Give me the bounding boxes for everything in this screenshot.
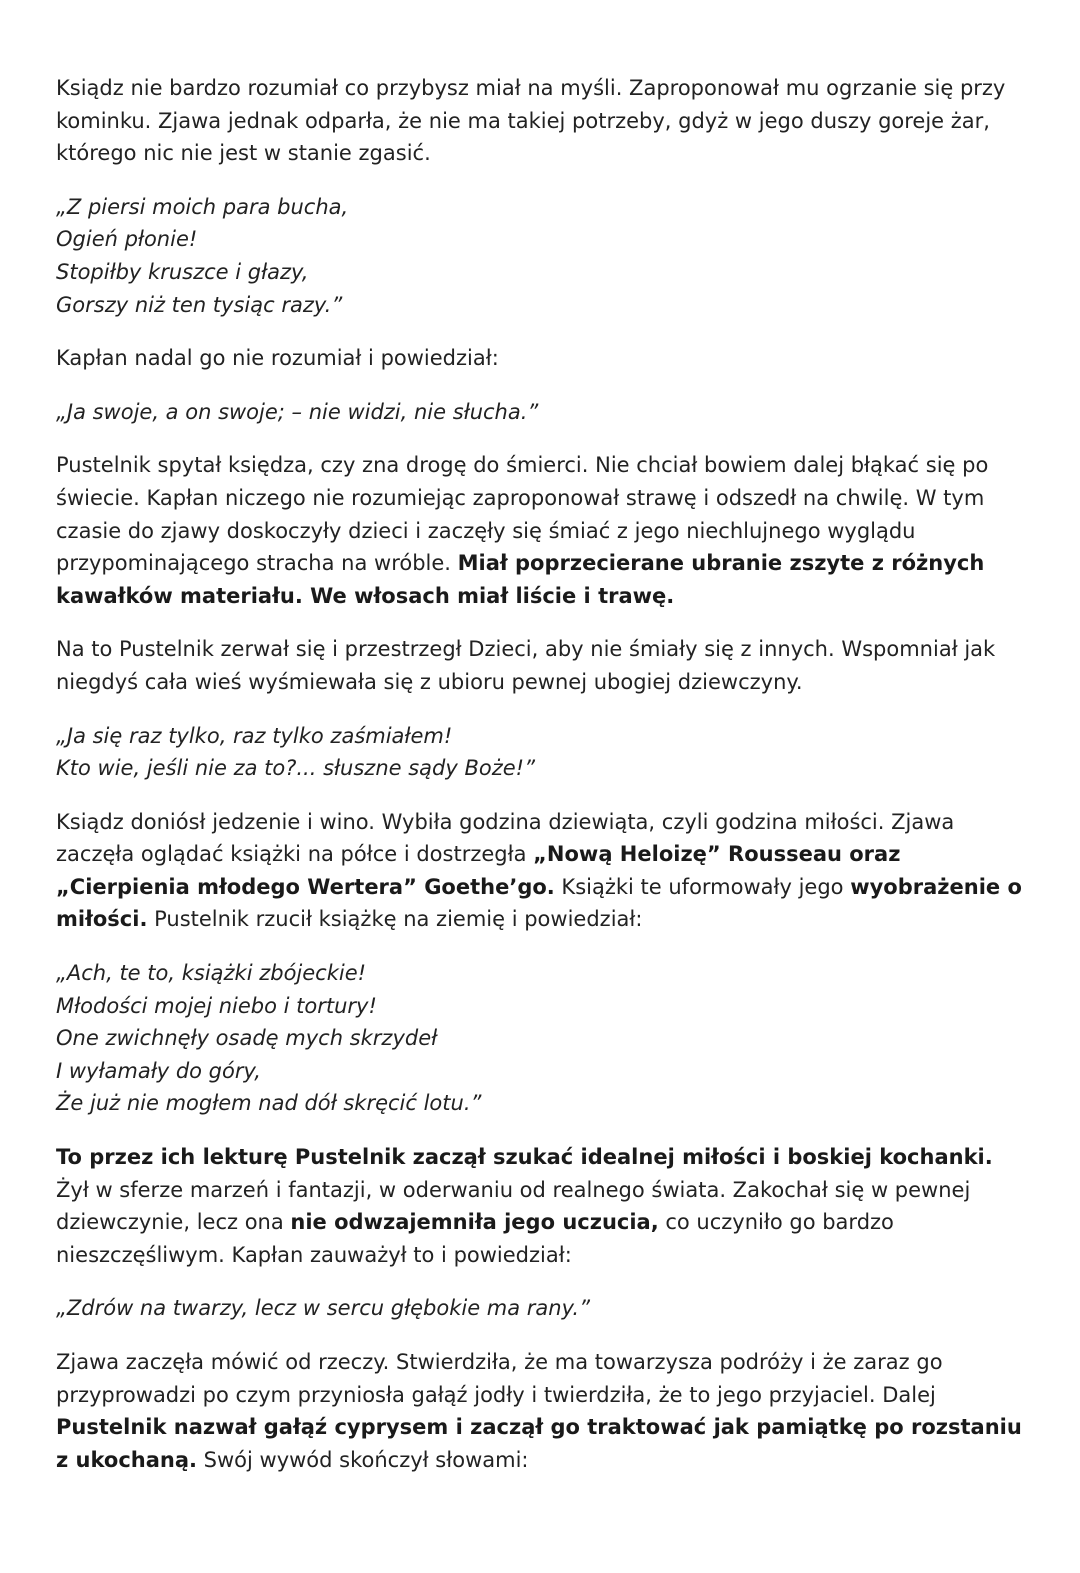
bold-text: Miał poprzecierane ubranie zszyte z różnych kawałków materiału. We włosach miał liście i trawę. (56, 551, 985, 608)
paragraph (56, 449, 1026, 612)
verse-line: I wyłamały do góry, (56, 1058, 261, 1083)
verse-quote (56, 720, 1026, 785)
text-segment: Książki te uformowały jego (554, 874, 851, 899)
text-segment: Kapłan nadal go nie rozumiał i powiedział: (56, 346, 499, 371)
text-segment: Pustelnik spytał księdza, czy zna drogę do śmierci. Nie chciał bowiem dalej błąkać się po świecie. Kapłan niczego nie rozumiejąc zaproponował strawę i odszedł na chwilę. W tym czasie do zjawy doskoczyły dzieci i zaczęły się śmiać z jego niechlujnego wyglądu przypominającego stracha na wróble. (56, 453, 989, 576)
verse-line: „Ja swoje, a on swoje; – nie widzi, nie słucha.” (56, 399, 539, 424)
text-segment: Ksiądz nie bardzo rozumiał co przybysz miał na myśli. Zaproponował mu ogrzanie się przy kominku. Zjawa jednak odparła, że nie ma takiej potrzeby, gdyż w jego duszy goreje żar, którego nic nie jest w stanie zgasić. (56, 76, 1006, 166)
verse-line: Stopiłby kruszce i głazy, (56, 259, 309, 284)
verse-line: „Ja się raz tylko, raz tylko zaśmiałem! (56, 723, 453, 748)
text-segment: co uczyniło go bardzo nieszczęśliwym. Kapłan zauważył to i powiedział: (56, 1210, 894, 1267)
verse-line: Gorszy niż ten tysiąc razy.” (56, 292, 343, 317)
verse-quote (56, 191, 1026, 321)
bold-text: wyobrażenie o miłości. (56, 874, 1022, 932)
text-segment: Na to Pustelnik zerwał się i przestrzegł Dzieci, aby nie śmiały się z innych. Wspomniał jak niegdyś cała wieś wyśmiewała się z ubioru pewnej ubogiej dziewczyny. (56, 637, 996, 694)
bold-text: Pustelnik nazwał gałąź cyprysem i zaczął go traktować jak pamiątkę po rozstaniu z ukochaną. (56, 1415, 1022, 1472)
text-segment: Swój wywód skończył słowami: (196, 1447, 529, 1472)
text-segment: Zjawa zaczęła mówić od rzeczy. Stwierdziła, że ma towarzysza podróży i że zaraz go przyprowadzi po czym przyniosła gałąź jodły i twierdziła, że to jego przyjaciel. Dalej (56, 1350, 943, 1407)
verse-quote (56, 1292, 1026, 1325)
paragraph (56, 633, 1026, 698)
verse-line: Że już nie mogłem nad dół skręcić lotu.” (56, 1091, 482, 1116)
verse-line: „Z piersi moich para bucha, (56, 194, 349, 219)
verse-line: „Ach, te to, książki zbójeckie! (56, 961, 367, 986)
verse-quote (56, 396, 1026, 429)
bold-text: „Nową Heloizę” Rousseau oraz „Cierpienia młodego Wertera” Goethe’go. (56, 842, 901, 899)
verse-quote (56, 957, 1026, 1120)
paragraph (56, 342, 1026, 375)
bold-text: nie odwzajemniła jego uczucia, (290, 1210, 659, 1235)
verse-line: Kto wie, jeśli nie za to?... słuszne sądy Boże!” (56, 756, 535, 781)
text-segment: Ksiądz doniósł jedzenie i wino. Wybiła godzina dziewiąta, czyli godzina miłości. Zjawa zaczęła oglądać książki na półce i dostrzegła (56, 809, 955, 867)
paragraph (56, 1141, 1026, 1271)
verse-line: „Zdrów na twarzy, lecz w sercu głębokie ma rany.” (56, 1296, 590, 1321)
text-segment: Żył w sferze marzeń i fantazji, w oderwaniu od realnego świata. Zakochał się w pewnej dziewczynie, lecz ona (56, 1177, 971, 1235)
verse-line: Ogień płonie! (56, 227, 198, 252)
document-page (56, 72, 1026, 1497)
verse-line: Młodości mojej niebo i tortury! (56, 993, 377, 1018)
paragraph (56, 1346, 1026, 1476)
text-segment: Pustelnik rzucił książkę na ziemię i powiedział: (147, 907, 643, 932)
bold-text: To przez ich lekturę Pustelnik zaczął szukać idealnej miłości i boskiej kochanki. (56, 1145, 993, 1170)
paragraph (56, 72, 1026, 170)
paragraph (56, 806, 1026, 936)
verse-line: One zwichnęły osadę mych skrzydeł (56, 1026, 438, 1051)
